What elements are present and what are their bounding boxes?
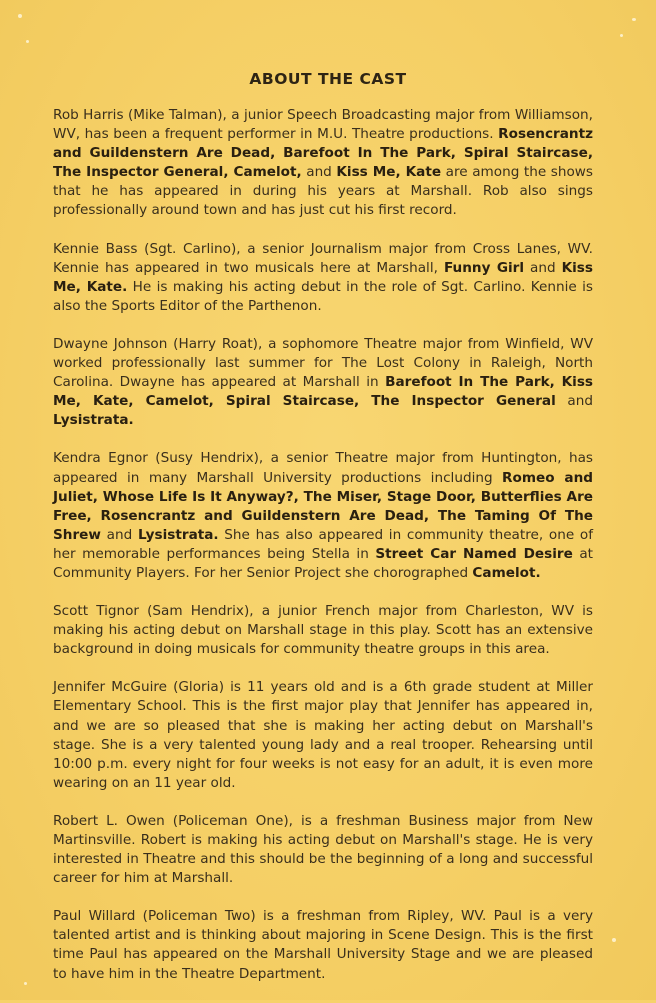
bio-text: and (555, 393, 593, 410)
cast-bio-paragraph (53, 449, 593, 583)
show-title-text: Funny Girl (443, 259, 525, 276)
cast-bio-paragraph (53, 907, 593, 983)
cast-bio-paragraph (53, 678, 593, 793)
bio-text: Jennifer McGuire (Gloria) is 11 years old and is a 6th grade student at Miller Elementary School. This is the first major play that Jennifer has appeared in, and we are so pleased that she is making her acting debut on Marshall's stage. She is a very talented young lady and a real trooper. Rehearsing until 10:00 p.m. every night for four weeks is not easy for an adult, it is even more wearing on an 11 year old. (53, 679, 593, 791)
cast-bio-paragraph (53, 602, 593, 659)
show-title-text: Rosencrantz and Guildenstern Are Dead, Barefoot In The Park, Spiral Staircase, The Inspector General, Camelot, (53, 126, 593, 181)
paper-speck (26, 40, 29, 43)
bio-text: Paul Willard (Policeman Two) is a freshman from Ripley, WV. Paul is a very talented artist and is thinking about majoring in Scene Design. This is the first time Paul has appeared on the Marshall University Stage and we are pleased to have him in the Theatre Department. (53, 908, 593, 982)
show-title-text: Kiss Me, Kate (336, 164, 442, 181)
bio-text: and (100, 526, 138, 543)
cast-bio-paragraph (53, 240, 593, 316)
cast-bio-paragraph (53, 106, 593, 221)
bio-text: She has also appeared in community theatre, one of her memorable performances being Stella in (53, 526, 593, 562)
page-title: ABOUT THE CAST (249, 70, 407, 88)
paper-speck (620, 34, 623, 37)
paper-speck (612, 938, 616, 942)
cast-bio-paragraph (53, 812, 593, 888)
show-title-text: Street Car Named Desire (375, 545, 573, 562)
cast-bios (53, 106, 593, 1003)
show-title-text: Romeo and Juliet, Whose Life Is It Anyway?, The Miser, Stage Door, Butterflies Are Free, Rosencrantz and Guildenstern Are Dead, The Taming Of The Shrew (53, 469, 593, 543)
bio-text: Robert L. Owen (Policeman One), is a freshman Business major from New Martinsville. Robert is making his acting debut on Marshall's stage. He is very interested in Theatre and this should be the beginning of a long and successful career for him at Marshall. (53, 812, 593, 887)
bio-text: He is making his acting debut in the role of Sgt. Carlino. Kennie is also the Sports Editor of the Parthenon. (53, 278, 593, 314)
cast-bio-paragraph (53, 335, 593, 430)
show-title-text: Barefoot In The Park, Kiss Me, Kate, Camelot, Spiral Staircase, The Inspector General (53, 374, 593, 410)
bio-text: Dwayne Johnson (Harry Roat), a sophomore Theatre major from Winfield, WV worked professionally last summer for The Lost Colony in Raleigh, North Carolina. Dwayne has appeared at Marshall in (53, 335, 593, 391)
bio-text: Scott Tignor (Sam Hendrix), a junior French major from Charleston, WV is making his acting debut on Marshall stage in this play. Scott has an extensive background in doing musicals for community theatre groups in this area. (53, 603, 593, 658)
bio-text: are among the shows that he has appeared in during his years at Marshall. Rob also sings professionally around town and has just cut his first record. (53, 164, 593, 219)
bio-text: Rob Harris (Mike Talman), a junior Speech Broadcasting major from Williamson, WV, has been a frequent performer in M.U. Theatre productions. (53, 107, 593, 143)
show-title-text: Kiss Me, Kate. (53, 259, 593, 295)
paper-speck (18, 14, 22, 18)
show-title-text: Lysistrata. (53, 412, 134, 429)
bio-text: and (301, 164, 337, 181)
show-title-text: Lysistrata. (137, 526, 219, 543)
bio-text: at Community Players. For her Senior Project she chorographed (53, 545, 594, 581)
bio-text: Kennie Bass (Sgt. Carlino), a senior Journalism major from Cross Lanes, WV. Kennie has appeared in two musicals here at Marshall, (53, 240, 593, 276)
bio-text: Kendra Egnor (Susy Hendrix), a senior Theatre major from Huntington, has appeared in many Marshall University productions including (53, 450, 593, 486)
paper-speck (632, 18, 636, 21)
paper-speck (24, 982, 27, 985)
show-title-text: Camelot. (472, 564, 541, 581)
bio-text: and (524, 259, 562, 276)
